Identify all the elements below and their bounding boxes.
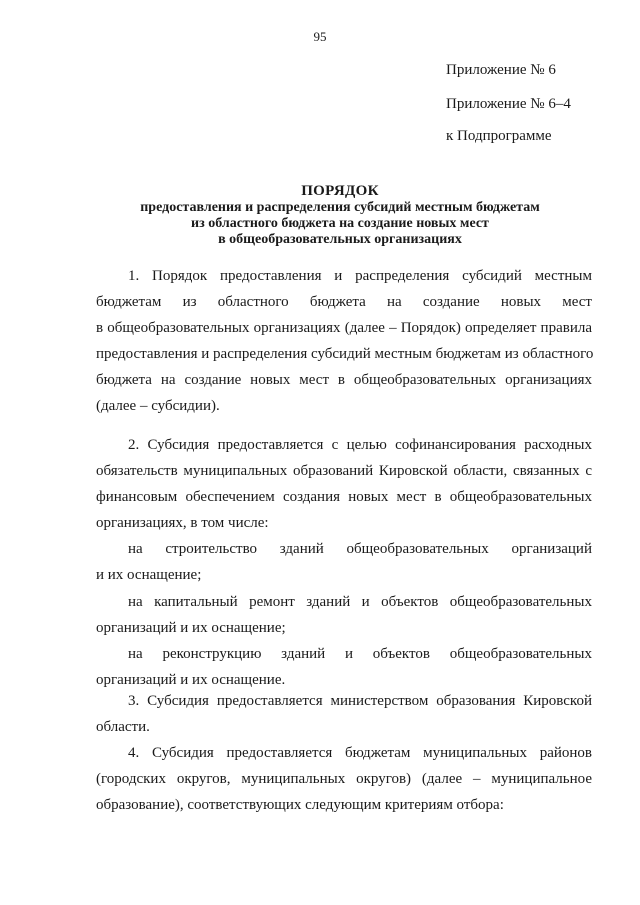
- paragraph-3: [96, 688, 592, 740]
- paragraph-line: организациях, в том числе:: [96, 515, 269, 531]
- paragraph-1: [96, 263, 592, 419]
- paragraph-line: на капитальный ремонт зданий и объектов общеобразовательных: [128, 594, 592, 610]
- paragraph-line: и их оснащение;: [96, 567, 202, 583]
- paragraph-line: финансовым обеспечением создания новых мест в общеобразовательных: [96, 489, 592, 505]
- paragraph-line: на реконструкцию зданий и объектов общеобразовательных: [128, 646, 592, 662]
- paragraph-line: 4. Субсидия предоставляется бюджетам муниципальных районов: [128, 745, 592, 761]
- paragraph-line: (далее – субсидии).: [96, 398, 220, 414]
- paragraph-line: в общеобразовательных организациях (далее – Порядок) определяет правила: [96, 320, 592, 336]
- paragraph-line: области.: [96, 719, 150, 735]
- paragraph-line: 1. Порядок предоставления и распределения субсидий местным: [128, 268, 592, 284]
- paragraph-4: [96, 740, 592, 818]
- paragraph-line: образование), соответствующих следующим критериям отбора:: [96, 797, 504, 813]
- paragraph-2: [96, 432, 592, 536]
- list-item-capital-repair: [96, 589, 592, 641]
- page-number: 95: [313, 29, 327, 44]
- paragraph-line: 3. Субсидия предоставляется министерством образования Кировской: [128, 693, 592, 709]
- paragraph-line: организаций и их оснащение;: [96, 620, 286, 636]
- paragraph-line: 2. Субсидия предоставляется с целью софинансирования расходных: [128, 437, 592, 453]
- paragraph-line: (городских округов, муниципальных округов) (далее – муниципальное: [96, 771, 592, 787]
- document-heading: [80, 182, 600, 248]
- annex-line-2: Приложение № 6–4: [446, 96, 571, 112]
- list-item-reconstruction: [96, 641, 592, 693]
- paragraph-line: бюджетам из областного бюджета на создание новых мест: [96, 294, 592, 310]
- paragraph-line: на строительство зданий общеобразовательных организаций: [128, 541, 592, 557]
- paragraph-line: бюджета на создание новых мест в общеобразовательных организациях: [96, 372, 592, 388]
- paragraph-line: предоставления и распределения субсидий местным бюджетам из областного: [96, 346, 594, 362]
- list-item-construction: [96, 536, 592, 588]
- paragraph-line: организаций и их оснащение.: [96, 672, 286, 688]
- document-title: ПОРЯДОК: [301, 183, 379, 199]
- annex-line-1: Приложение № 6: [446, 62, 556, 78]
- annex-line-3: к Подпрограмме: [446, 128, 552, 144]
- paragraph-line: обязательств муниципальных образований Кировской области, связанных с: [96, 463, 592, 479]
- document-subtitle-line-2: из областного бюджета на создание новых мест: [191, 216, 489, 231]
- document-subtitle-line-1: предоставления и распределения субсидий местным бюджетам: [140, 200, 540, 215]
- document-subtitle-line-3: в общеобразовательных организациях: [218, 232, 462, 247]
